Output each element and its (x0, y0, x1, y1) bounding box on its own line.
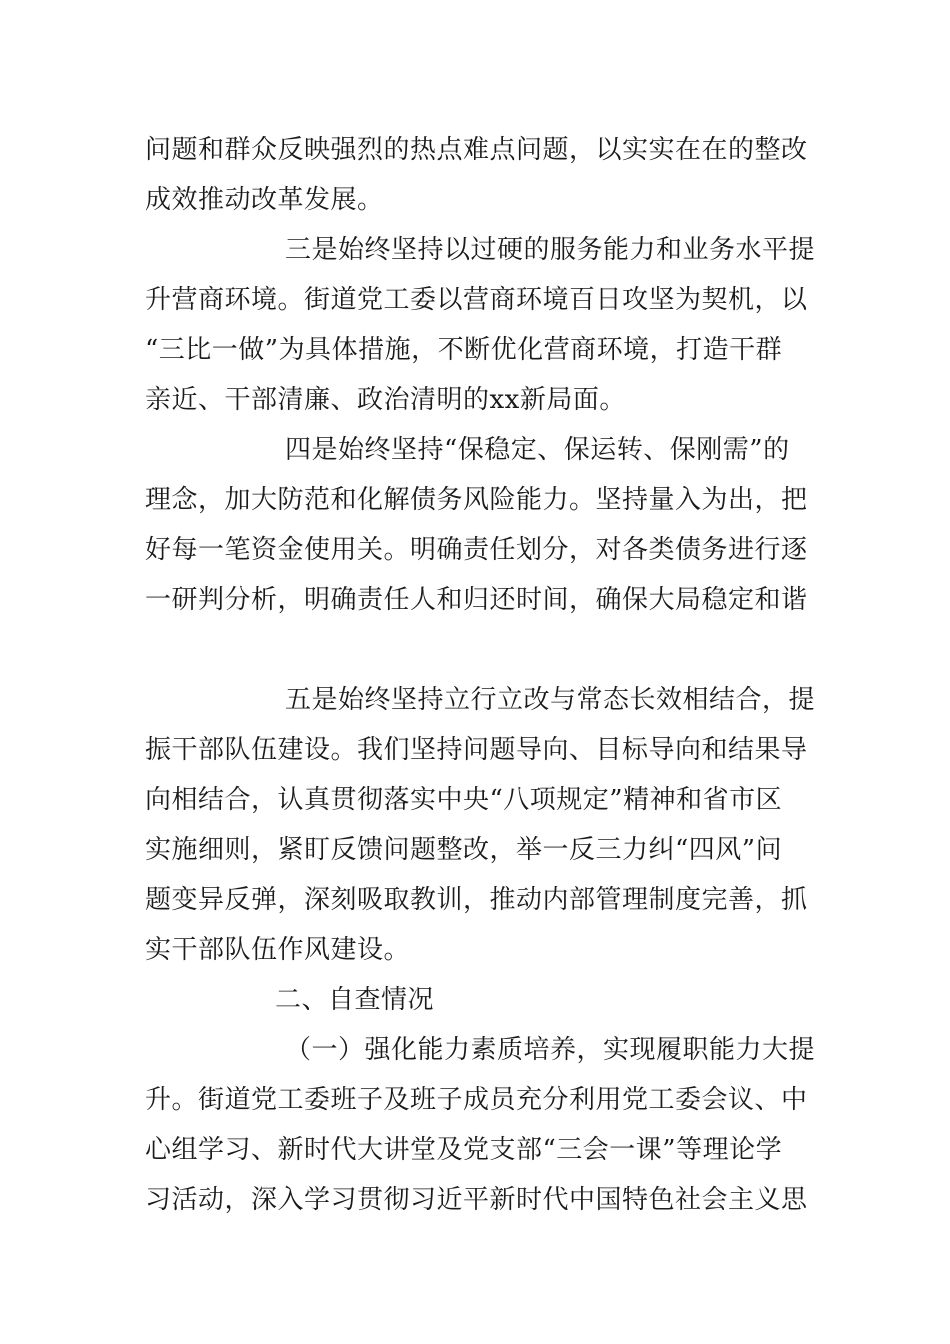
text-line: 问题和群众反映强烈的热点难点问题，以实实在在的整改 (145, 135, 808, 165)
text-line: 振干部队伍建设。我们坚持问题导向、目标导向和结果导 (145, 735, 808, 765)
text-line: 一研判分析，明确责任人和归还时间，确保大局稳定和谐 (145, 585, 808, 615)
paragraph-start-line: 三是始终坚持以过硬的服务能力和业务水平提 (285, 235, 816, 265)
text-line: “三比一做”为具体措施，不断优化营商环境，打造干群 (145, 335, 783, 365)
subsection-heading-line: （一）强化能力素质培养，实现履职能力大提 (285, 1035, 816, 1065)
text-line: 亲近、干部清廉、政治清明的xx新局面。 (145, 385, 626, 415)
text-line: 习活动，深入学习贯彻习近平新时代中国特色社会主义思 (145, 1185, 808, 1215)
text-line: 心组学习、新时代大讲堂及党支部“三会一课”等理论学 (145, 1135, 783, 1165)
paragraph-start-line: 四是始终坚持“保稳定、保运转、保刚需”的 (285, 435, 790, 465)
text-line: 理念，加大防范和化解债务风险能力。坚持量入为出，把 (145, 485, 808, 515)
text-line: 升。街道党工委班子及班子成员充分利用党工委会议、中 (145, 1085, 808, 1115)
text-line: 实干部队伍作风建设。 (145, 935, 411, 965)
text-line: 向相结合，认真贯彻落实中央“八项规定”精神和省市区 (145, 785, 783, 815)
text-line: 成效推动改革发展。 (145, 185, 384, 215)
paragraph-start-line: 五是始终坚持立行立改与常态长效相结合，提 (285, 685, 816, 715)
text-line: 实施细则，紧盯反馈问题整改，举一反三力纠“四风”问 (145, 835, 783, 865)
text-line: 升营商环境。街道党工委以营商环境百日攻坚为契机，以 (145, 285, 808, 315)
text-line: 题变异反弹，深刻吸取教训，推动内部管理制度完善，抓 (145, 885, 808, 915)
section-heading: 二、自查情况 (275, 985, 435, 1015)
text-line: 好每一笔资金使用关。明确责任划分，对各类债务进行逐 (145, 535, 808, 565)
